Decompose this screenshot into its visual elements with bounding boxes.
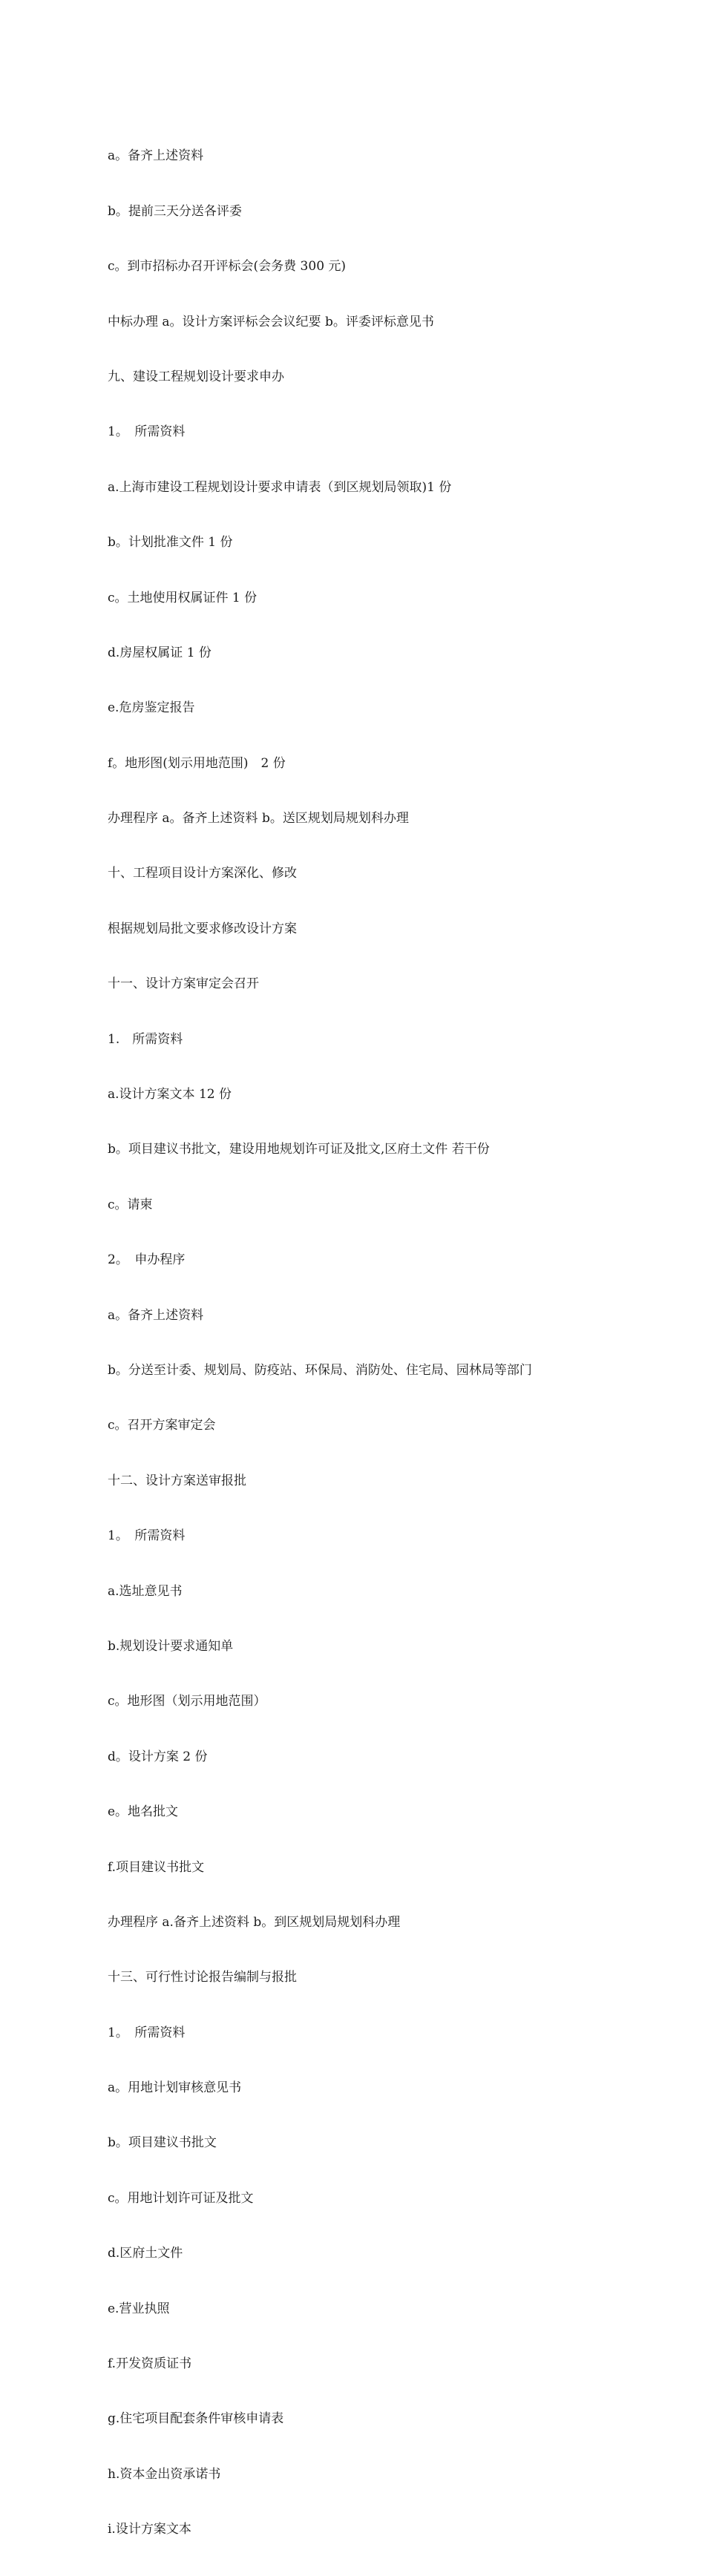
text-line: 2。 申办程序 <box>108 1252 186 1268</box>
text-line: d.区府土文件 <box>108 2246 183 2261</box>
text-line: a。备齐上述资料 <box>108 148 204 164</box>
text-line: f.项目建议书批文 <box>108 1859 205 1875</box>
text-line: e。地名批文 <box>108 1804 179 1820</box>
text-line: b。计划批准文件 1 份 <box>108 535 233 551</box>
document-body <box>108 92 672 2576</box>
text-line: c。请柬 <box>108 1197 153 1212</box>
text-line: i.设计方案文本 <box>108 2522 191 2537</box>
text-line: d。设计方案 2 份 <box>108 1749 208 1764</box>
text-line: b。项目建议书批文，建设用地规划许可证及批文,区府土文件 若干份 <box>108 1142 490 1157</box>
text-line: 1. 所需资料 <box>108 1031 183 1047</box>
section-heading: 十三、可行性讨论报告编制与报批 <box>108 1970 297 1985</box>
text-line: 1。 所需资料 <box>108 2025 186 2040</box>
text-line: f.开发资质证书 <box>108 2356 192 2372</box>
text-line: c。土地使用权属证件 1 份 <box>108 590 258 605</box>
text-line: c。到市招标办召开评标会(会务费 300 元) <box>108 259 347 275</box>
text-line: c。地形图（划示用地范围） <box>108 1694 266 1709</box>
text-line: h.资本金出资承诺书 <box>108 2466 221 2482</box>
text-line: 根据规划局批文要求修改设计方案 <box>108 921 297 936</box>
text-line: 中标办理 a。设计方案评标会会议纪要 b。评委评标意见书 <box>108 314 434 329</box>
text-line: a。用地计划审核意见书 <box>108 2080 242 2096</box>
text-line: g.住宅项目配套条件审核申请表 <box>108 2411 284 2427</box>
text-line: b。分送至计委、规划局、防疫站、环保局、消防处、住宅局、园林局等部门 <box>108 1362 532 1378</box>
text-line: b.规划设计要求通知单 <box>108 1638 234 1654</box>
text-line: a.设计方案文本 12 份 <box>108 1087 232 1103</box>
text-line: a.上海市建设工程规划设计要求申请表（到区规划局领取)1 份 <box>108 479 452 495</box>
text-line: c。用地计划许可证及批文 <box>108 2190 254 2206</box>
section-heading: 九、建设工程规划设计要求申办 <box>108 369 284 384</box>
section-heading: 十一、设计方案审定会召开 <box>108 976 259 992</box>
text-line: 1。 所需资料 <box>108 424 186 440</box>
section-heading: 十二、设计方案送审报批 <box>108 1473 246 1488</box>
text-line: 1。 所需资料 <box>108 1528 186 1544</box>
text-line: c。召开方案审定会 <box>108 1418 216 1433</box>
text-line: b。提前三天分送各评委 <box>108 203 242 219</box>
text-line: d.房屋权属证 1 份 <box>108 645 212 660</box>
text-line: 办理程序 a.备齐上述资料 b。到区规划局规划科办理 <box>108 1914 401 1930</box>
section-heading: 十、工程项目设计方案深化、修改 <box>108 866 297 881</box>
text-line: e.营业执照 <box>108 2301 170 2316</box>
text-line: 办理程序 a。备齐上述资料 b。送区规划局规划科办理 <box>108 811 409 827</box>
text-line: a.选址意见书 <box>108 1583 183 1599</box>
text-line: f。地形图(划示用地范围) 2 份 <box>108 755 286 771</box>
text-line: a。备齐上述资料 <box>108 1307 204 1323</box>
text-line: e.危房鉴定报告 <box>108 700 195 716</box>
text-line: b。项目建议书批文 <box>108 2135 217 2151</box>
